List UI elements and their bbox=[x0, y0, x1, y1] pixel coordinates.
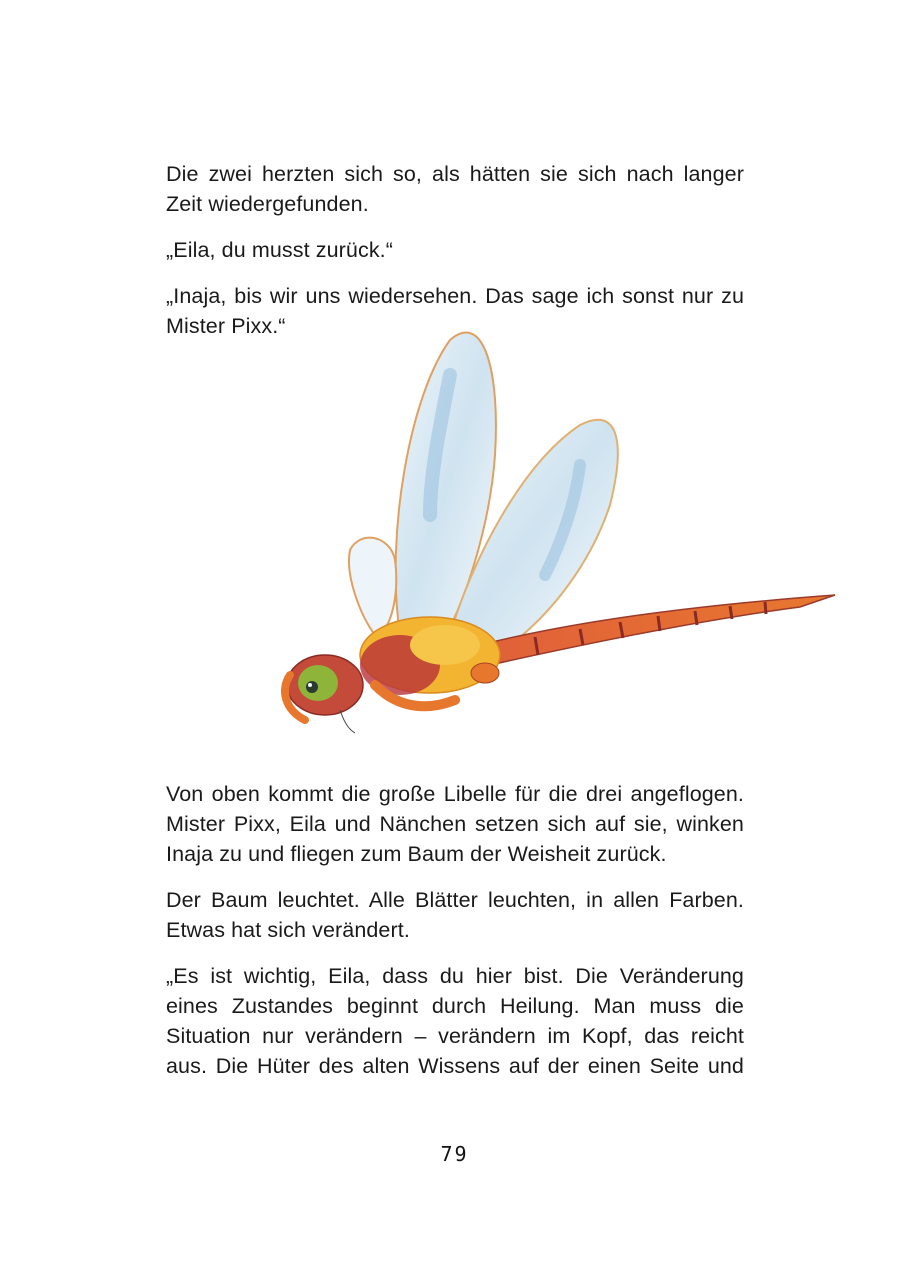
paragraph-change-healing: „Es ist wichtig, Eila, dass du hier bist. Die Veränderung eines Zustandes beginnt durch Heilung. Man muss die Situation nur verändern – verändern im Kopf, das reicht aus. Die Hüter des alten Wissens auf der einen Seite und bbox=[166, 964, 744, 1078]
paragraph-inaja-farewell: „Inaja, bis wir uns wiedersehen. Das sage ich sonst nur zu Mister Pixx.“ bbox=[166, 284, 744, 338]
paragraph-dragonfly-arrives: Von oben kommt die große Libelle für die drei angeflogen. Mister Pixx, Eila und Nänchen setzen sich auf sie, winken Inaja zu und fliegen zum Baum der Weisheit zurück. bbox=[166, 782, 744, 866]
bottom-text-block bbox=[166, 779, 744, 1097]
dragonfly-icon bbox=[280, 315, 850, 750]
paragraph-tree-glows: Der Baum leuchtet. Alle Blätter leuchten, in allen Farben. Etwas hat sich verändert. bbox=[166, 888, 744, 942]
paragraph-eila-must-return: „Eila, du musst zurück.“ bbox=[166, 238, 394, 262]
page-number: 79 bbox=[440, 1142, 469, 1166]
paragraph-reunion: Die zwei herzten sich so, als hätten sie sich nach langer Zeit wiedergefunden. bbox=[166, 162, 744, 216]
dragonfly-illustration bbox=[280, 315, 850, 750]
